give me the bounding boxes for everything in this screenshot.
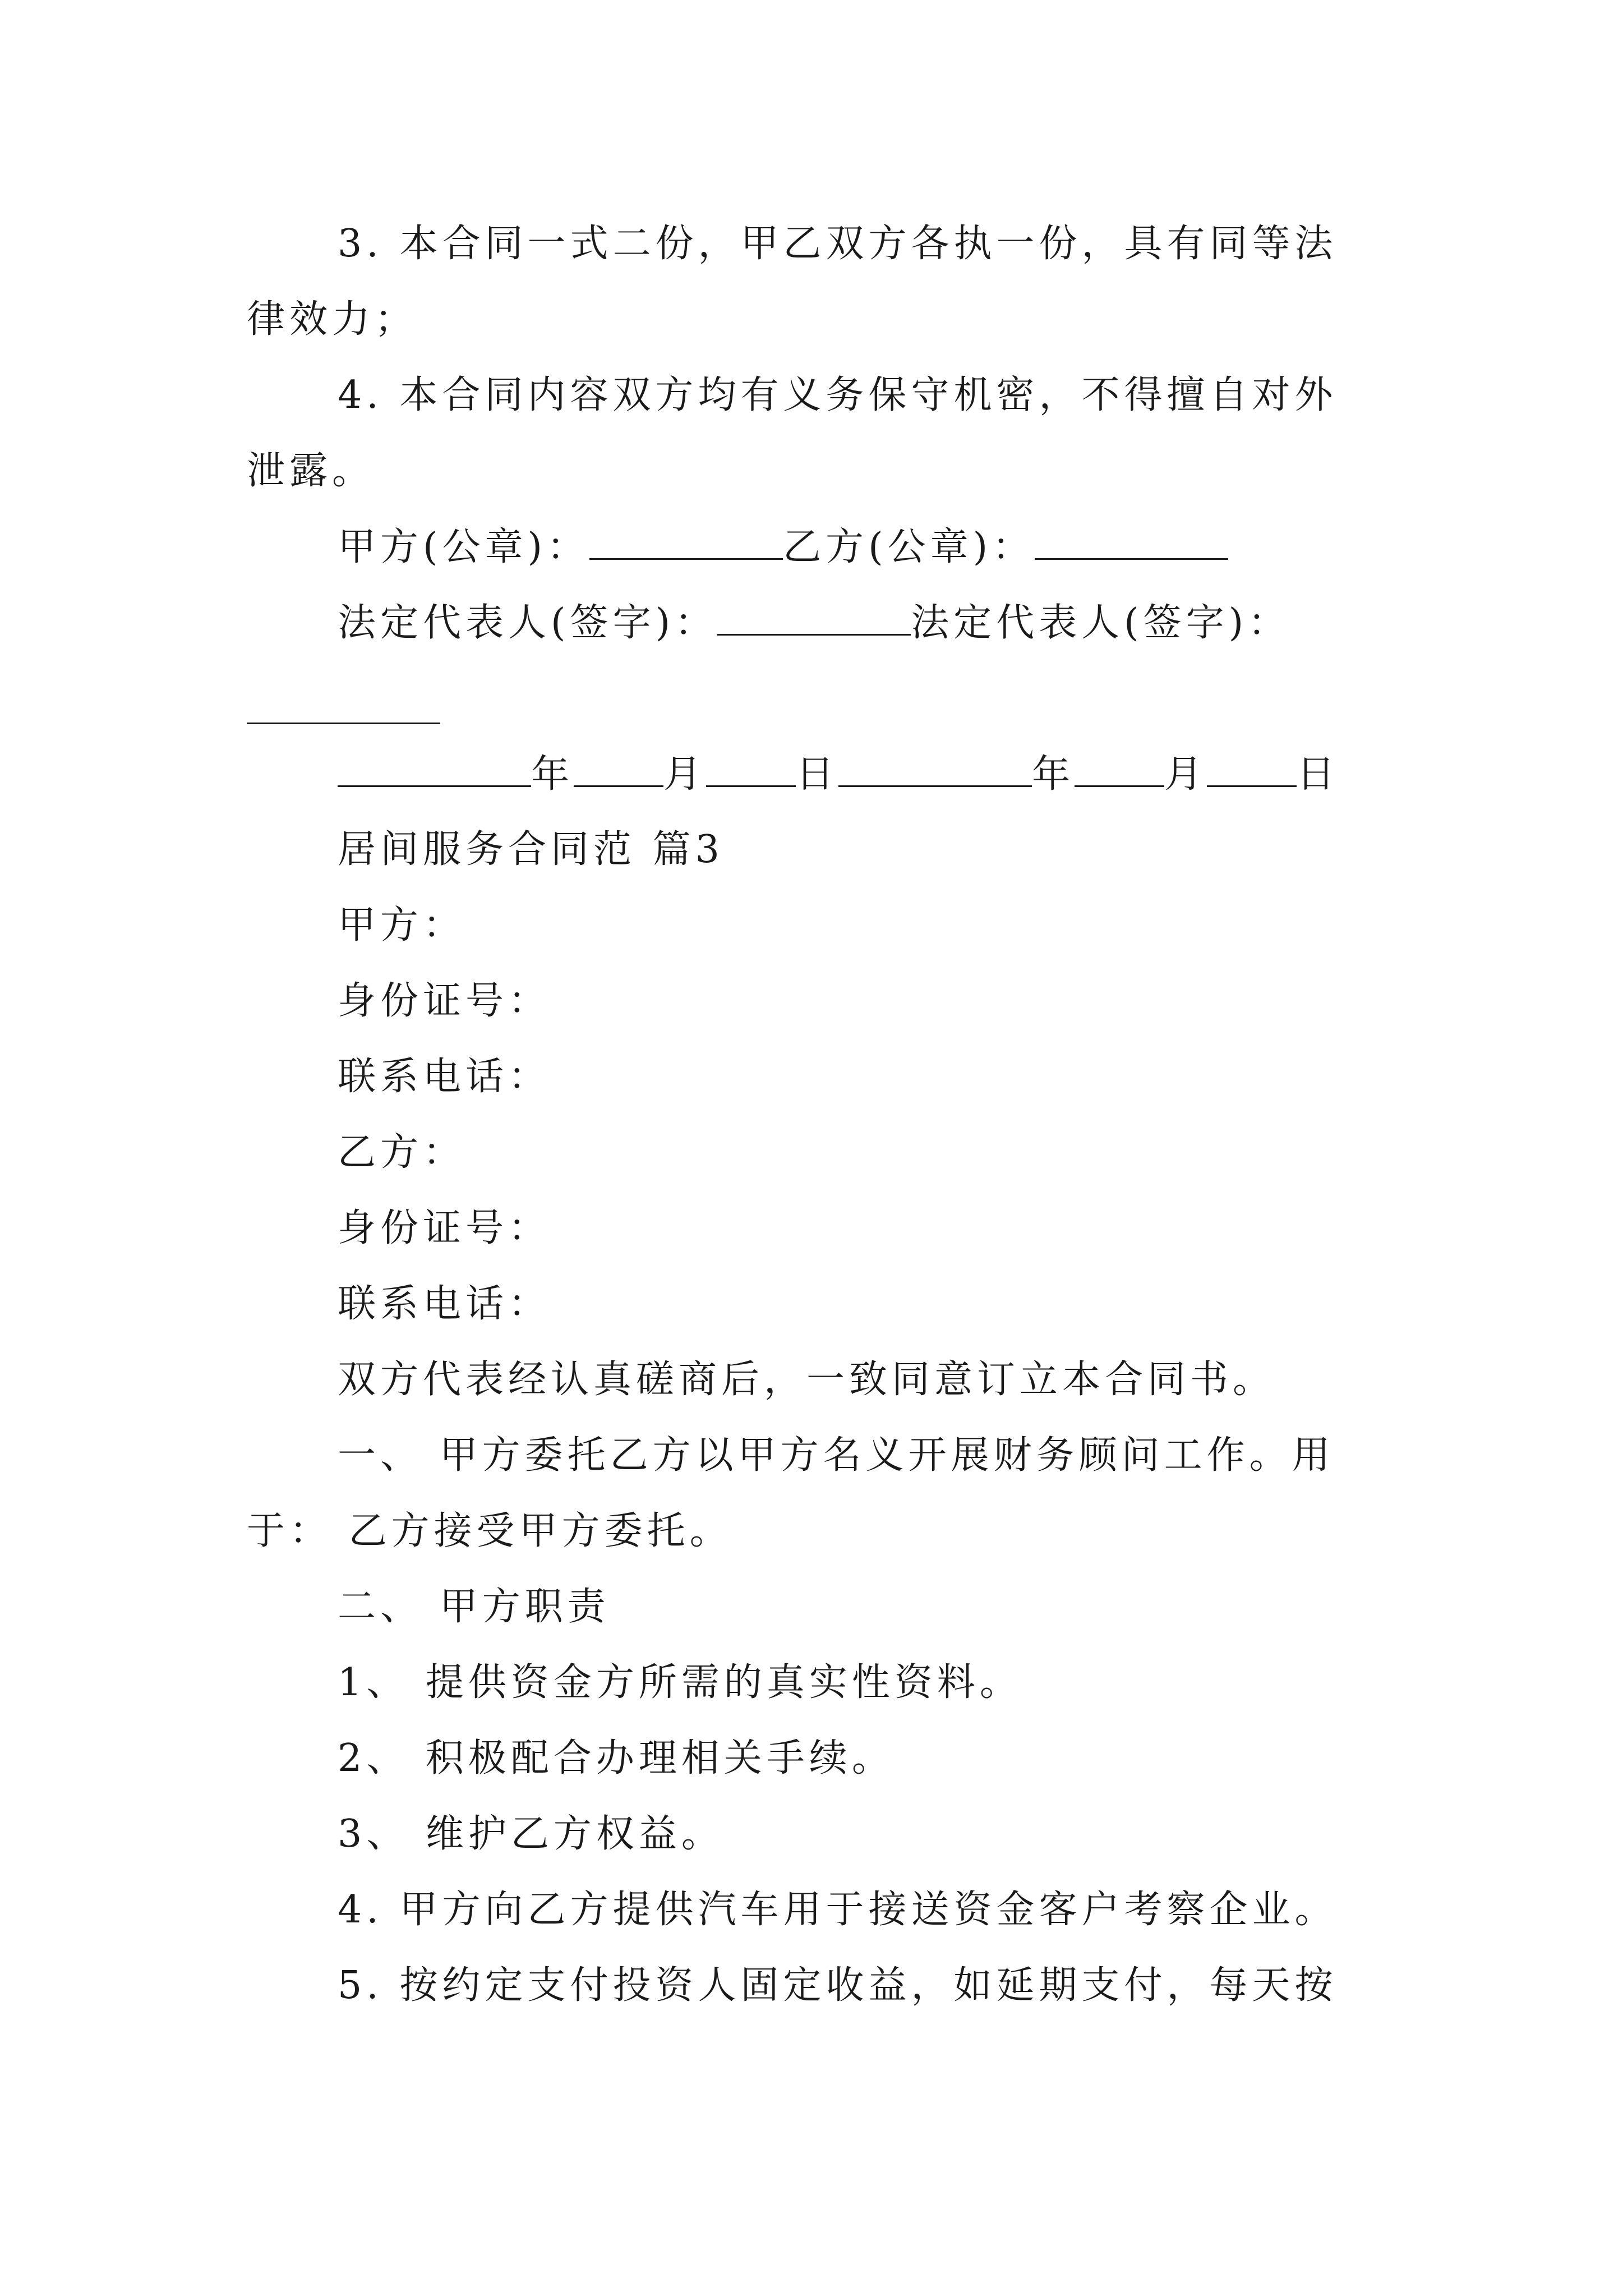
date-b-year-label: 年	[1032, 752, 1075, 797]
seal-row	[338, 519, 1228, 576]
party-a-label: 甲方：	[338, 903, 466, 947]
party-b-seal-blank	[1035, 519, 1228, 560]
article-1-line-2: 于： 乙方接受甲方委托。	[247, 1509, 732, 1553]
date-a-day-label: 日	[796, 752, 839, 797]
party-b-id-label: 身份证号：	[338, 1206, 551, 1250]
date-row	[338, 746, 1339, 803]
party-b-rep-label: 法定代表人(签字)：	[911, 601, 1291, 645]
party-a-seal-label: 甲方(公章)：	[338, 525, 590, 569]
date-a-month-label: 月	[663, 752, 707, 797]
representative-row	[338, 595, 1290, 651]
clause-3-line-2: 律效力；	[247, 297, 418, 342]
duty-item-4: 4. 甲方向乙方提供汽车用于接送资金客户考察企业。	[338, 1888, 1338, 1932]
date-a-year-blank	[338, 746, 531, 787]
date-a-year-label: 年	[531, 752, 574, 797]
date-b-day-label: 日	[1297, 752, 1340, 797]
party-a-id-label: 身份证号：	[338, 979, 551, 1023]
party-b-label: 乙方：	[338, 1130, 466, 1175]
party-a-seal-blank	[589, 519, 783, 560]
party-b-seal-label: 乙方(公章)：	[783, 525, 1035, 569]
date-a-day-blank	[706, 746, 796, 787]
duty-item-5: 5. 按约定支付投资人固定收益，如延期支付，每天按	[338, 1963, 1338, 2008]
intro-paragraph: 双方代表经认真磋商后，一致同意订立本合同书。	[338, 1358, 1276, 1402]
date-b-day-blank	[1207, 746, 1297, 787]
date-b-year-blank	[838, 746, 1032, 787]
clause-3-line-1: 3. 本合同一式二份，甲乙双方各执一份，具有同等法	[338, 222, 1338, 266]
duty-item-3: 3、 维护乙方权益。	[338, 1812, 724, 1856]
article-1-line-1: 一、 甲方委托乙方以甲方名义开展财务顾问工作。用	[338, 1433, 1335, 1478]
party-a-rep-label: 法定代表人(签字)：	[338, 601, 718, 645]
party-a-rep-blank	[717, 595, 911, 636]
duty-item-1: 1、 提供资金方所需的真实性资料。	[338, 1660, 1022, 1705]
party-b-rep-blank	[247, 723, 440, 724]
date-b-month-label: 月	[1164, 752, 1207, 797]
date-b-month-blank	[1075, 746, 1164, 787]
clause-4-line-2: 泄露。	[247, 449, 375, 493]
clause-4-line-1: 4. 本合同内容双方均有义务保守机密，不得擅自对外	[338, 373, 1338, 417]
article-2-title: 二、 甲方职责	[338, 1585, 610, 1629]
date-a-month-blank	[574, 746, 663, 787]
party-b-phone-label: 联系电话：	[338, 1282, 551, 1326]
section-title: 居间服务合同范 篇3	[338, 827, 724, 872]
party-a-phone-label: 联系电话：	[338, 1055, 551, 1099]
duty-item-2: 2、 积极配合办理相关手续。	[338, 1736, 895, 1780]
